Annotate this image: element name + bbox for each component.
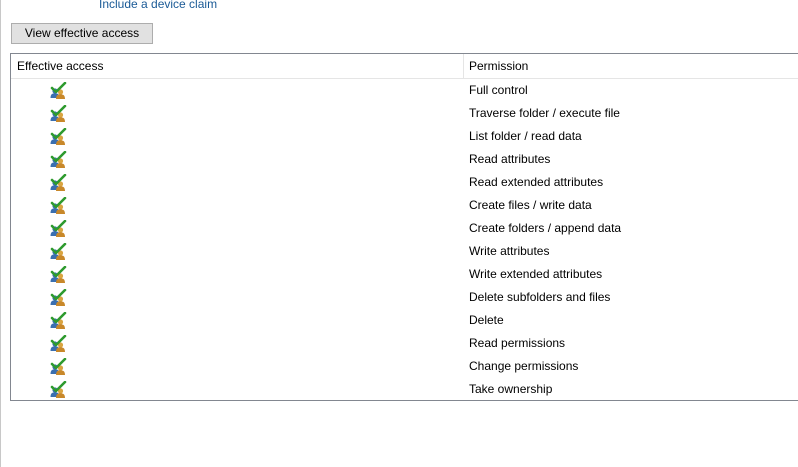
window-left-border <box>0 0 1 467</box>
permission-label: Read extended attributes <box>469 175 604 189</box>
table-row[interactable] <box>11 171 798 194</box>
table-row[interactable] <box>11 355 798 378</box>
permission-label: Write attributes <box>469 244 550 258</box>
allowed-check-icon <box>49 105 67 123</box>
allowed-check-icon <box>49 381 67 399</box>
include-device-claim-link[interactable]: Include a device claim <box>99 0 218 11</box>
view-effective-access-button[interactable]: View effective access <box>11 23 153 44</box>
allowed-check-icon <box>49 220 67 238</box>
allowed-check-icon <box>49 174 67 192</box>
permission-label: Write extended attributes <box>469 267 603 281</box>
table-row[interactable] <box>11 125 798 148</box>
permission-label: Full control <box>469 83 528 97</box>
allowed-check-icon <box>49 335 67 353</box>
table-header <box>11 54 798 79</box>
allowed-check-icon <box>49 358 67 376</box>
allowed-check-icon <box>49 128 67 146</box>
table-row[interactable] <box>11 309 798 332</box>
permission-label: Read attributes <box>469 152 551 166</box>
permission-label: Change permissions <box>469 359 579 373</box>
table-rows <box>11 79 798 401</box>
permission-label: Delete <box>469 313 504 327</box>
permission-label: Delete subfolders and files <box>469 290 611 304</box>
permission-label: Create files / write data <box>469 198 592 212</box>
allowed-check-icon <box>49 243 67 261</box>
allowed-check-icon <box>49 82 67 100</box>
table-row[interactable] <box>11 79 798 102</box>
column-header-effective-access[interactable]: Effective access <box>17 59 104 73</box>
allowed-check-icon <box>49 312 67 330</box>
allowed-check-icon <box>49 151 67 169</box>
permission-label: Traverse folder / execute file <box>469 106 620 120</box>
effective-access-table[interactable] <box>10 53 798 401</box>
table-row[interactable] <box>11 194 798 217</box>
table-row[interactable] <box>11 217 798 240</box>
table-row[interactable] <box>11 263 798 286</box>
table-row[interactable] <box>11 378 798 401</box>
permission-label: Create folders / append data <box>469 221 622 235</box>
table-row[interactable] <box>11 240 798 263</box>
table-row[interactable] <box>11 332 798 355</box>
allowed-check-icon <box>49 197 67 215</box>
permission-label: Read permissions <box>469 336 566 350</box>
permission-label: List folder / read data <box>469 129 582 143</box>
column-divider[interactable] <box>463 54 464 78</box>
permission-label: Take ownership <box>469 382 553 396</box>
table-row[interactable] <box>11 102 798 125</box>
column-header-permission[interactable]: Permission <box>469 59 529 73</box>
table-row[interactable] <box>11 286 798 309</box>
allowed-check-icon <box>49 266 67 284</box>
allowed-check-icon <box>49 289 67 307</box>
table-row[interactable] <box>11 148 798 171</box>
